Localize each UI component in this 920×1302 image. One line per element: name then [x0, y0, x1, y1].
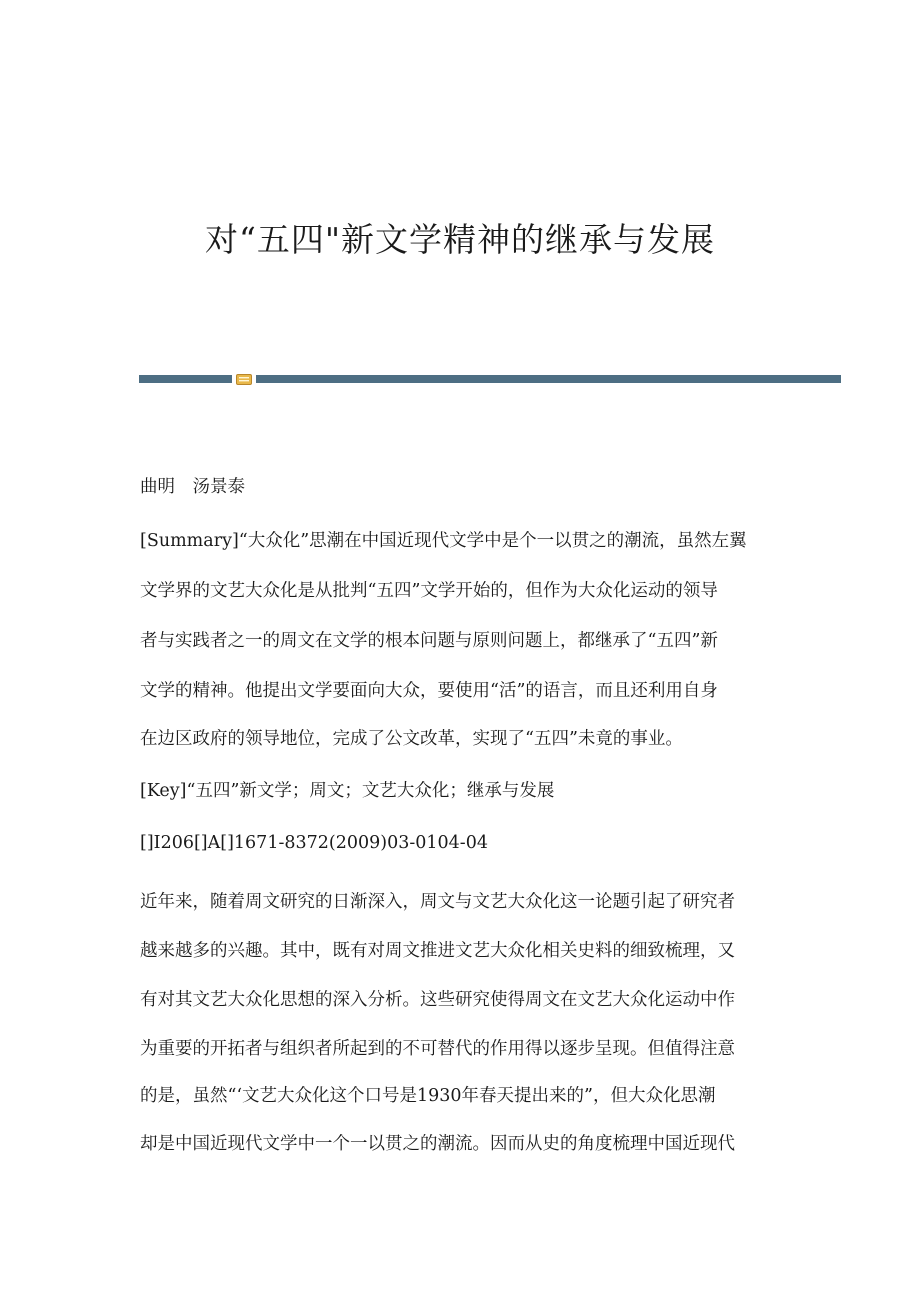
authors: 曲明 汤景泰	[140, 477, 245, 497]
keywords: [Key]“五四”新文学；周文；文艺大众化；继承与发展	[140, 781, 555, 801]
title-divider	[139, 374, 841, 386]
divider-bar-right	[256, 375, 841, 383]
body-line: 的是，虽然“‘文艺大众化这个口号是1930年春天提出来的”，但大众化思潮	[140, 1086, 716, 1106]
body-line: 有对其文艺大众化思想的深入分析。这些研究使得周文在文艺大众化运动中作	[140, 990, 735, 1010]
classification-code: []I206[]A[]1671-8372(2009)03-0104-04	[140, 833, 488, 853]
summary-line: 在边区政府的领导地位，完成了公文改革，实现了“五四”未竟的事业。	[140, 729, 683, 749]
document-title: 对“五四"新文学精神的继承与发展	[204, 220, 716, 259]
body-line: 为重要的开拓者与组织者所起到的不可替代的作用得以逐步呈现。但值得注意	[140, 1039, 735, 1059]
summary-line: 文学的精神。他提出文学要面向大众，要使用“活”的语言，而且还利用自身	[140, 681, 718, 701]
divider-bar-left	[139, 375, 232, 383]
summary-line: [Summary]“大众化”思潮在中国近现代文学中是个一以贯之的潮流，虽然左翼	[140, 531, 747, 551]
summary-line: 者与实践者之一的周文在文学的根本问题与原则问题上，都继承了“五四”新	[140, 631, 718, 651]
body-line: 近年来，随着周文研究的日渐深入，周文与文艺大众化这一论题引起了研究者	[140, 892, 735, 912]
divider-emblem-icon	[236, 374, 252, 385]
body-line: 却是中国近现代文学中一个一以贯之的潮流。因而从史的角度梳理中国近现代	[140, 1134, 735, 1154]
body-line: 越来越多的兴趣。其中，既有对周文推进文艺大众化相关史料的细致梳理，又	[140, 941, 735, 961]
summary-line: 文学界的文艺大众化是从批判“五四”文学开始的，但作为大众化运动的领导	[140, 581, 718, 601]
